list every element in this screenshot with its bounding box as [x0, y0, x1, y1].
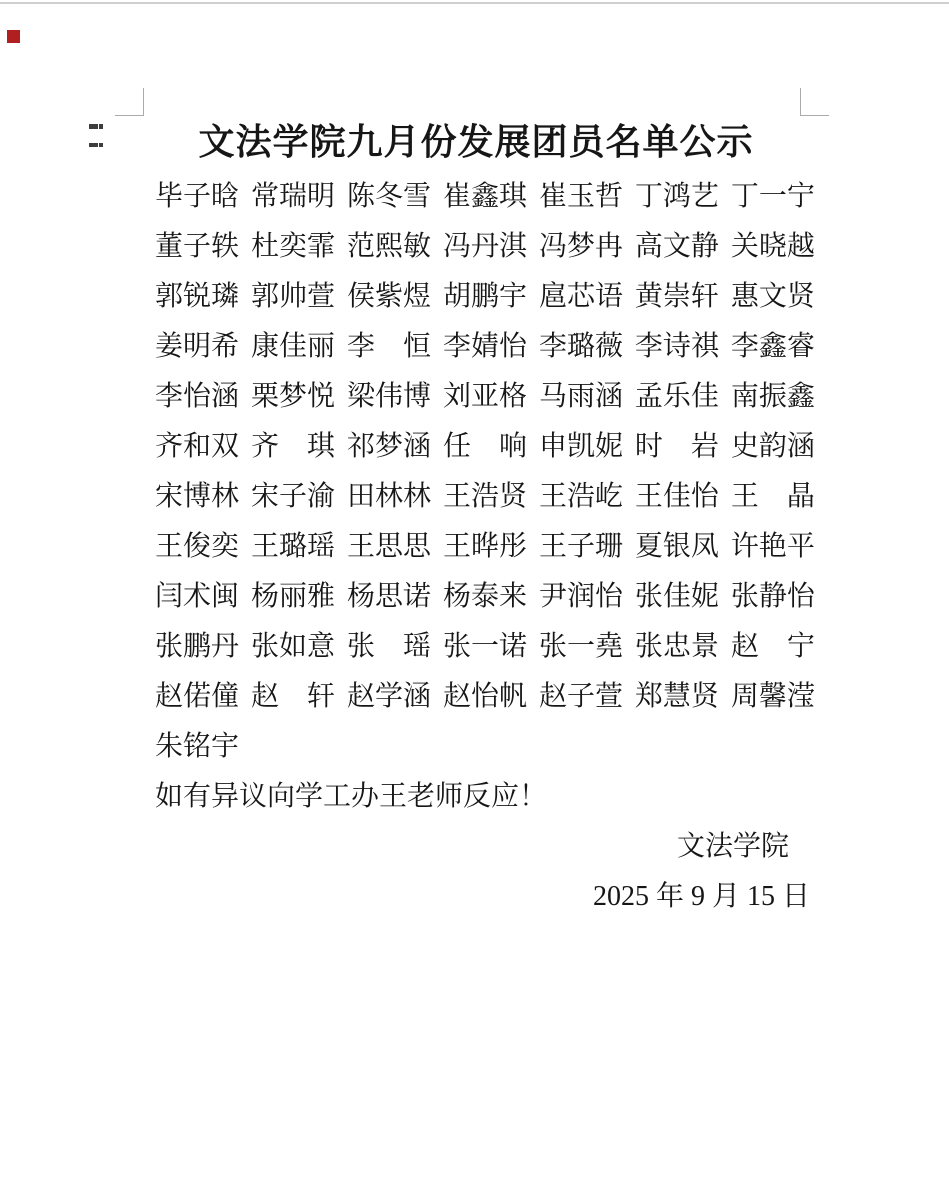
- member-name: 朱铭宇: [155, 731, 240, 762]
- member-name: 陈冬雪: [346, 181, 431, 212]
- member-name: 杨泰来: [442, 581, 527, 612]
- member-name: 张一诺: [442, 631, 527, 662]
- member-name: 李诗祺: [634, 331, 719, 362]
- name-row: [155, 522, 815, 572]
- member-name: 王晔彤: [442, 531, 527, 562]
- member-name: 姜明希: [155, 331, 240, 362]
- member-name: 李婧怡: [442, 331, 527, 362]
- top-divider: [0, 2, 949, 4]
- member-name: 赵偌僮: [155, 681, 240, 712]
- member-name: 高文静: [634, 231, 719, 262]
- member-name: 张鹏丹: [155, 631, 240, 662]
- drag-handle-dot: [99, 143, 104, 148]
- member-name: 闫术闽: [155, 581, 240, 612]
- member-name: 张如意: [250, 631, 335, 662]
- member-name: 赵学涵: [346, 681, 431, 712]
- text-boundary-corner-left-icon: [115, 88, 144, 116]
- signature: 文法学院: [676, 831, 789, 862]
- name-row: [155, 472, 815, 522]
- member-name: 李璐薇: [538, 331, 623, 362]
- member-name: 关晓越: [730, 231, 815, 262]
- name-row: [155, 172, 815, 222]
- document-page: [155, 112, 815, 922]
- member-name: 丁一宁: [730, 181, 815, 212]
- member-name: 冯梦冉: [538, 231, 623, 262]
- member-name: 王浩屹: [538, 481, 623, 512]
- member-name: 赵 轩: [250, 681, 335, 712]
- member-name: 王佳怡: [634, 481, 719, 512]
- member-name: 宋子渝: [250, 481, 335, 512]
- name-row: [155, 672, 815, 722]
- member-name: 李 恒: [346, 331, 431, 362]
- member-name: 齐 琪: [250, 431, 335, 462]
- name-row: [155, 572, 815, 622]
- name-row: [155, 322, 815, 372]
- member-name: 郑慧贤: [634, 681, 719, 712]
- member-name: 田林林: [346, 481, 431, 512]
- member-name: 杜奕霏: [250, 231, 335, 262]
- member-name: 南振鑫: [730, 381, 815, 412]
- member-name: 赵 宁: [730, 631, 815, 662]
- member-name: 丁鸿艺: [634, 181, 719, 212]
- member-name: 张佳妮: [634, 581, 719, 612]
- name-row: [155, 622, 815, 672]
- member-name: 李鑫睿: [730, 331, 815, 362]
- member-names-list: [155, 172, 815, 772]
- member-name: 张忠景: [634, 631, 719, 662]
- member-name: 李怡涵: [155, 381, 240, 412]
- member-name: 郭帅萱: [250, 281, 335, 312]
- member-name: 祁梦涵: [346, 431, 431, 462]
- member-name: 冯丹淇: [442, 231, 527, 262]
- name-row: [155, 422, 815, 472]
- member-name: 崔玉哲: [538, 181, 623, 212]
- member-name: 张 瑶: [346, 631, 431, 662]
- member-name: 孟乐佳: [634, 381, 719, 412]
- member-name: 杨丽雅: [250, 581, 335, 612]
- member-name: 马雨涵: [538, 381, 623, 412]
- drag-handle-dot: [99, 124, 104, 129]
- member-name: 赵子萱: [538, 681, 623, 712]
- member-name: 申凯妮: [538, 431, 623, 462]
- member-name: 毕子晗: [155, 181, 240, 212]
- member-name: 崔鑫琪: [442, 181, 527, 212]
- date-line: 2025 年 9 月 15 日: [592, 881, 810, 912]
- member-name: 尹润怡: [538, 581, 623, 612]
- member-name: 时 岩: [634, 431, 719, 462]
- member-name: 王俊奕: [155, 531, 240, 562]
- member-name: 王璐瑶: [250, 531, 335, 562]
- member-name: 康佳丽: [250, 331, 335, 362]
- member-name: 张一堯: [538, 631, 623, 662]
- member-name: 侯紫煜: [346, 281, 431, 312]
- member-name: 扈芯语: [538, 281, 623, 312]
- member-name: 王 晶: [730, 481, 815, 512]
- member-name: 王浩贤: [442, 481, 527, 512]
- member-name: 宋博林: [155, 481, 240, 512]
- member-name: 许艳平: [730, 531, 815, 562]
- member-name: 黄崇轩: [634, 281, 719, 312]
- member-name: 董子轶: [155, 231, 240, 262]
- member-name: 惠文贤: [730, 281, 815, 312]
- member-name: 郭锐璘: [155, 281, 240, 312]
- member-name: 赵怡帆: [442, 681, 527, 712]
- note-line: 如有异议向学工办王老师反应！: [155, 781, 548, 812]
- member-name: 杨思诺: [346, 581, 431, 612]
- name-row: [155, 372, 815, 422]
- red-marker: [7, 30, 20, 43]
- drag-handle-icon[interactable]: [89, 124, 103, 147]
- member-name: 刘亚格: [442, 381, 527, 412]
- member-name: 夏银凤: [634, 531, 719, 562]
- name-row: [155, 222, 815, 272]
- name-row: [155, 272, 815, 322]
- member-name: 栗梦悦: [250, 381, 335, 412]
- member-name: 范熙敏: [346, 231, 431, 262]
- member-name: 周馨滢: [730, 681, 815, 712]
- member-name: 王思思: [346, 531, 431, 562]
- member-name: 齐和双: [155, 431, 240, 462]
- member-name: 常瑞明: [250, 181, 335, 212]
- member-name: 张静怡: [730, 581, 815, 612]
- name-row: [155, 722, 815, 772]
- page-title: 文法学院九月份发展团员名单公示: [198, 122, 754, 162]
- member-name: 任 响: [442, 431, 527, 462]
- member-name: 王子珊: [538, 531, 623, 562]
- member-name: 梁伟博: [346, 381, 431, 412]
- member-name: 胡鹏宇: [442, 281, 527, 312]
- member-name: 史韵涵: [730, 431, 815, 462]
